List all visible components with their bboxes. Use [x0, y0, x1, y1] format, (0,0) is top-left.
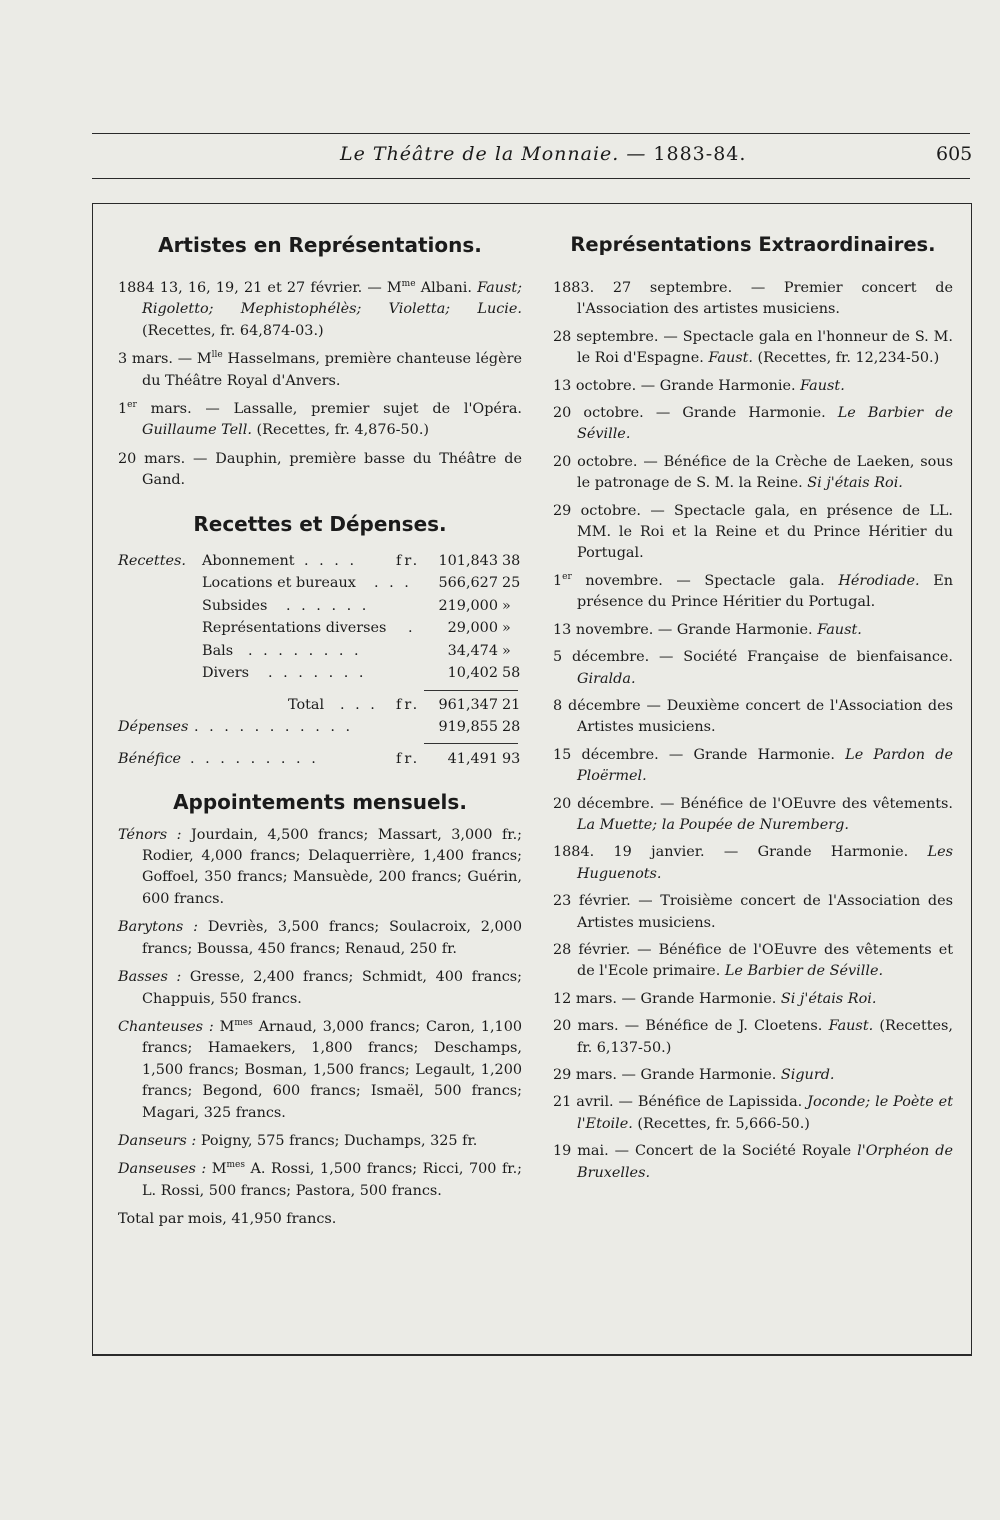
performance-entry-a: 20 octobre. — Grande Harmonie.	[553, 405, 838, 422]
performance-entry-a: 28 février. — Bénéfice de l'OEuvre des vêtements et de l'Ecole primaire.	[553, 941, 953, 980]
artist-entry-a: 20 mars. — Dauphin, première basse du Théâtre de Gand.	[118, 450, 522, 489]
account-row	[118, 618, 522, 640]
leader-dots: . . . . . . .	[268, 665, 367, 682]
performance-entry	[553, 989, 953, 1010]
account-amount: 219,000	[438, 597, 498, 614]
account-row	[118, 663, 522, 685]
performance-entry-it: Le Barbier de Séville.	[577, 405, 953, 443]
depenses-label: Dépenses	[118, 719, 189, 736]
salary-entry	[118, 1131, 522, 1152]
performance-entry-it: Si j'étais Roi.	[807, 475, 903, 492]
sum-rule	[424, 743, 518, 744]
account-row	[118, 573, 522, 595]
leader-dots: . . . . . . . .	[248, 642, 362, 659]
performance-entry-a: 1884. 19 janvier. — Grande Harmonie.	[553, 844, 928, 861]
extraordinary-heading: Représentations Extraordinaires.	[570, 233, 936, 256]
salary-text: Devriès, 3,500 francs; Soulacroix, 2,000 francs; Boussa, 450 francs; Renaud, 250 fr.	[142, 919, 522, 957]
salary-text: Jourdain, 4,500 francs; Massart, 3,000 fr.; Rodier, 4,000 francs; Delaquerrière, 1,400 francs; Goffoel, 350 francs; Mansuède, 200 francs; Guérin, 600 francs.	[142, 826, 523, 907]
performance-entry-c: (Recettes, fr. 12,234-50.)	[752, 350, 940, 367]
salary-text-b: A. Rossi, 1,500 francs; Ricci, 700 fr.; L. Rossi, 500 francs; Pastora, 500 francs.	[142, 1161, 522, 1199]
artists-list	[118, 278, 522, 492]
performance-entry-a: 12 mars. — Grande Harmonie.	[553, 990, 781, 1007]
performance-entry	[553, 745, 953, 788]
performance-entry-it: Hérodiade.	[838, 572, 920, 589]
accounts-table	[118, 551, 522, 771]
top-rule	[92, 133, 970, 134]
accounts-heading: Recettes et Dépenses.	[193, 511, 447, 536]
account-amount: 101,843	[438, 552, 498, 569]
performance-entry-it: Faust.	[817, 621, 862, 638]
page-number: 605	[936, 143, 973, 165]
performance-entry-a: 19 mai. — Concert de la Société Royale	[553, 1143, 858, 1160]
salary-entry	[118, 1159, 522, 1202]
salary-category: Basses :	[118, 969, 182, 986]
performance-entry	[553, 620, 953, 641]
performance-entry	[553, 696, 953, 739]
salary-sup: mes	[234, 1018, 253, 1029]
salary-entry	[118, 825, 522, 911]
artist-entry-it: Guillaume Tell.	[142, 422, 252, 439]
account-row	[118, 695, 522, 717]
leader-dots: . . .	[340, 696, 378, 713]
performance-entry-it: Le Pardon de Ploërmel.	[577, 746, 954, 785]
account-cents: 58	[502, 665, 521, 682]
performance-entry-a: 1883. 27 septembre. — Premier concert de l'Association des artistes musiciens.	[553, 280, 953, 318]
currency: fr.	[396, 552, 421, 569]
account-row	[118, 749, 522, 771]
account-label: Représentations diverses	[202, 620, 387, 637]
account-row	[118, 717, 522, 739]
account-cents: 25	[502, 575, 521, 592]
artist-entry-b: Albani.	[415, 280, 478, 296]
performance-entry	[553, 842, 953, 885]
running-head	[340, 143, 746, 165]
performance-entry-a: 20 décembre. — Bénéfice de l'OEuvre des vêtements.	[553, 795, 953, 812]
leader-dots: . . . . . .	[286, 597, 370, 614]
artist-entry	[118, 449, 522, 492]
performance-entry-b: novembre. — Spectacle gala.	[571, 572, 839, 589]
salary-category: Barytons :	[118, 919, 198, 936]
artist-entry-c: (Recettes, fr. 4,876-50.)	[251, 422, 430, 439]
account-cents: 38	[502, 552, 521, 569]
currency: fr.	[396, 696, 421, 713]
performance-entry-it: La Muette; la Poupée de Nuremberg.	[577, 816, 849, 833]
salary-text: Gresse, 2,400 francs; Schmidt, 400 francs; Chappuis, 550 francs.	[142, 969, 523, 1007]
salary-text: Poigny, 575 francs; Duchamps, 325 fr.	[196, 1132, 478, 1149]
salaries-total: Total par mois, 41,950 francs.	[118, 1211, 337, 1228]
performance-entry	[553, 571, 953, 614]
account-amount: 34,474	[447, 642, 498, 659]
salaries-list	[118, 825, 522, 1203]
artist-entry-sup: er	[127, 400, 137, 411]
artist-entry-a: 3 mars. — M	[118, 351, 212, 368]
performance-entry	[553, 327, 953, 370]
running-title: Le Théâtre de la Monnaie. —	[340, 143, 647, 165]
performance-entry-sup: er	[562, 572, 572, 583]
performance-entry-it: Joconde; le Poète et l'Etoile.	[577, 1094, 953, 1132]
depenses-amount: 919,855	[438, 719, 498, 736]
header-rule	[92, 178, 970, 179]
performance-entry-a: 29 mars. — Grande Harmonie.	[553, 1067, 781, 1083]
account-label: Abonnement	[202, 552, 295, 569]
salary-text-b: Arnaud, 3,000 francs; Caron, 1,100 francs; Hamaekers, 1,800 francs; Deschamps, 1,500 francs; Bosman, 1,500 francs; Legault, 1,200 francs; Begond, 600 francs; Ismaël, 500 francs; Magari, 325 francs.	[142, 1018, 523, 1121]
benefice-label: Bénéfice	[118, 750, 182, 767]
performance-entry	[553, 1141, 953, 1184]
performance-entry-it: Faust.	[828, 1018, 874, 1035]
performance-entry	[553, 452, 953, 495]
artist-entry-it: Faust; Rigoletto; Mephistophélès; Violetta; Lucie.	[142, 280, 522, 318]
performance-entry	[553, 1065, 953, 1086]
performance-entry-a: 20 mars. — Bénéfice de J. Cloetens.	[553, 1018, 829, 1035]
artist-entry	[118, 278, 522, 342]
account-label: Subsides	[202, 597, 268, 614]
artist-entry-b: Hasselmans, première chanteuse légère du Théâtre Royal d'Anvers.	[142, 351, 522, 389]
currency: fr.	[396, 750, 421, 767]
performance-entry-a: 23 février. — Troisième concert de l'Association des Artistes musiciens.	[553, 893, 953, 931]
performance-entry	[553, 278, 953, 321]
performance-entry-it: Sigurd.	[780, 1067, 835, 1083]
performance-entry-it: Giralda.	[577, 670, 636, 687]
total-amount: 961,347	[438, 696, 498, 713]
account-cents: »	[502, 620, 511, 637]
salary-text: M	[213, 1018, 235, 1035]
leader-dots: . . . . . . . . . . .	[194, 719, 354, 736]
artist-entry-b: mars. — Lassalle, premier sujet de l'Opéra.	[136, 401, 522, 418]
account-label: Divers	[202, 665, 250, 682]
leader-dots: . . .	[374, 575, 412, 592]
salary-entry	[118, 917, 522, 960]
performance-entry-c: (Recettes, fr. 6,137-50.)	[577, 1018, 953, 1056]
salary-sup: mes	[226, 1160, 245, 1171]
leader-dots: .	[408, 620, 416, 637]
total-label: Total	[288, 696, 325, 713]
salary-category: Danseurs :	[118, 1132, 197, 1149]
performance-entry-it: Faust.	[800, 377, 845, 394]
salary-category: Chanteuses :	[118, 1018, 214, 1035]
salary-text: M	[206, 1161, 227, 1178]
performance-entry-c: (Recettes, fr. 5,666-50.)	[632, 1115, 810, 1132]
account-row	[118, 596, 522, 618]
performance-entry	[553, 940, 953, 983]
leader-dots: . . . .	[304, 552, 358, 569]
performance-entry-a: 29 octobre. — Spectacle gala, en présence de LL. MM. le Roi et la Reine et du Prince Héritier du Portugal.	[553, 502, 953, 562]
running-year: 1883-84.	[653, 143, 747, 165]
salary-category: Danseuses :	[118, 1161, 207, 1178]
performance-entry-it: Faust.	[708, 350, 753, 367]
performance-entry-it: l'Orphéon de Bruxelles.	[577, 1143, 954, 1181]
artist-entry-a: 1	[118, 401, 128, 418]
performance-entry-a: 5 décembre. — Société Française de bienfaisance.	[553, 649, 953, 666]
benefice-amount: 41,491	[447, 750, 498, 767]
depenses-cents: 28	[502, 719, 521, 736]
account-amount: 10,402	[447, 665, 498, 682]
performance-entry-a: 20 octobre. — Bénéfice de la Crèche de Laeken, sous le patronage de S. M. la Reine.	[553, 453, 953, 492]
artist-entry	[118, 399, 522, 442]
salary-entry	[118, 967, 522, 1010]
salary-entry	[118, 1017, 522, 1124]
account-cents: »	[502, 597, 511, 614]
account-row	[118, 641, 522, 663]
account-label: Bals	[202, 642, 234, 659]
account-amount: 29,000	[447, 620, 498, 637]
artist-entry-sup: me	[401, 279, 416, 290]
performance-entry-a: 21 avril. — Bénéfice de Lapissida.	[553, 1094, 808, 1111]
total-cents: 21	[502, 696, 521, 713]
performance-entry-c: En présence du Prince Héritier du Portugal.	[577, 572, 953, 611]
sum-rule	[424, 690, 518, 691]
performance-entry	[553, 1092, 953, 1135]
right-column	[553, 232, 953, 1190]
leader-dots: . . . . . . . . .	[190, 750, 319, 767]
account-label: Locations et bureaux	[202, 575, 356, 592]
salary-category: Ténors :	[118, 826, 182, 843]
performance-entry	[553, 1016, 953, 1059]
performance-entry-it: Le Barbier de Séville.	[724, 963, 884, 980]
artist-entry-a: 1884 13, 16, 19, 21 et 27 février. — M	[118, 280, 402, 296]
performance-entry-it: Les Huguenots.	[577, 844, 953, 882]
performance-entry-a: 13 novembre. — Grande Harmonie.	[553, 621, 818, 638]
performance-entry	[553, 403, 953, 446]
performance-entry-a: 13 octobre. — Grande Harmonie.	[553, 377, 801, 394]
artists-heading: Artistes en Représentations.	[158, 233, 482, 257]
performance-entry-a: 8 décembre — Deuxième concert de l'Association des Artistes musiciens.	[553, 697, 953, 736]
account-cents: »	[502, 642, 511, 659]
salaries-heading: Appointements mensuels.	[173, 789, 467, 814]
performance-entry	[553, 376, 953, 397]
account-row	[118, 551, 522, 573]
performance-entry-a: 1	[553, 572, 563, 589]
artist-entry-c: (Recettes, fr. 64,874-03.)	[142, 322, 324, 339]
benefice-cents: 93	[502, 750, 521, 767]
performance-entry	[553, 647, 953, 690]
artist-entry-sup: lle	[211, 350, 223, 361]
performance-entry-a: 15 décembre. — Grande Harmonie.	[553, 746, 846, 763]
performance-entry	[553, 501, 953, 565]
performance-entry	[553, 794, 953, 837]
artist-entry	[118, 349, 522, 392]
extraordinary-list	[553, 278, 953, 1184]
performance-entry-a: 28 septembre. — Spectacle gala en l'honneur de S. M. le Roi d'Espagne.	[553, 328, 953, 367]
performance-entry-it: Si j'étais Roi.	[780, 990, 877, 1007]
performance-entry	[553, 891, 953, 934]
recettes-label: Recettes.	[118, 552, 186, 569]
account-amount: 566,627	[438, 575, 498, 592]
left-column	[118, 232, 522, 1238]
